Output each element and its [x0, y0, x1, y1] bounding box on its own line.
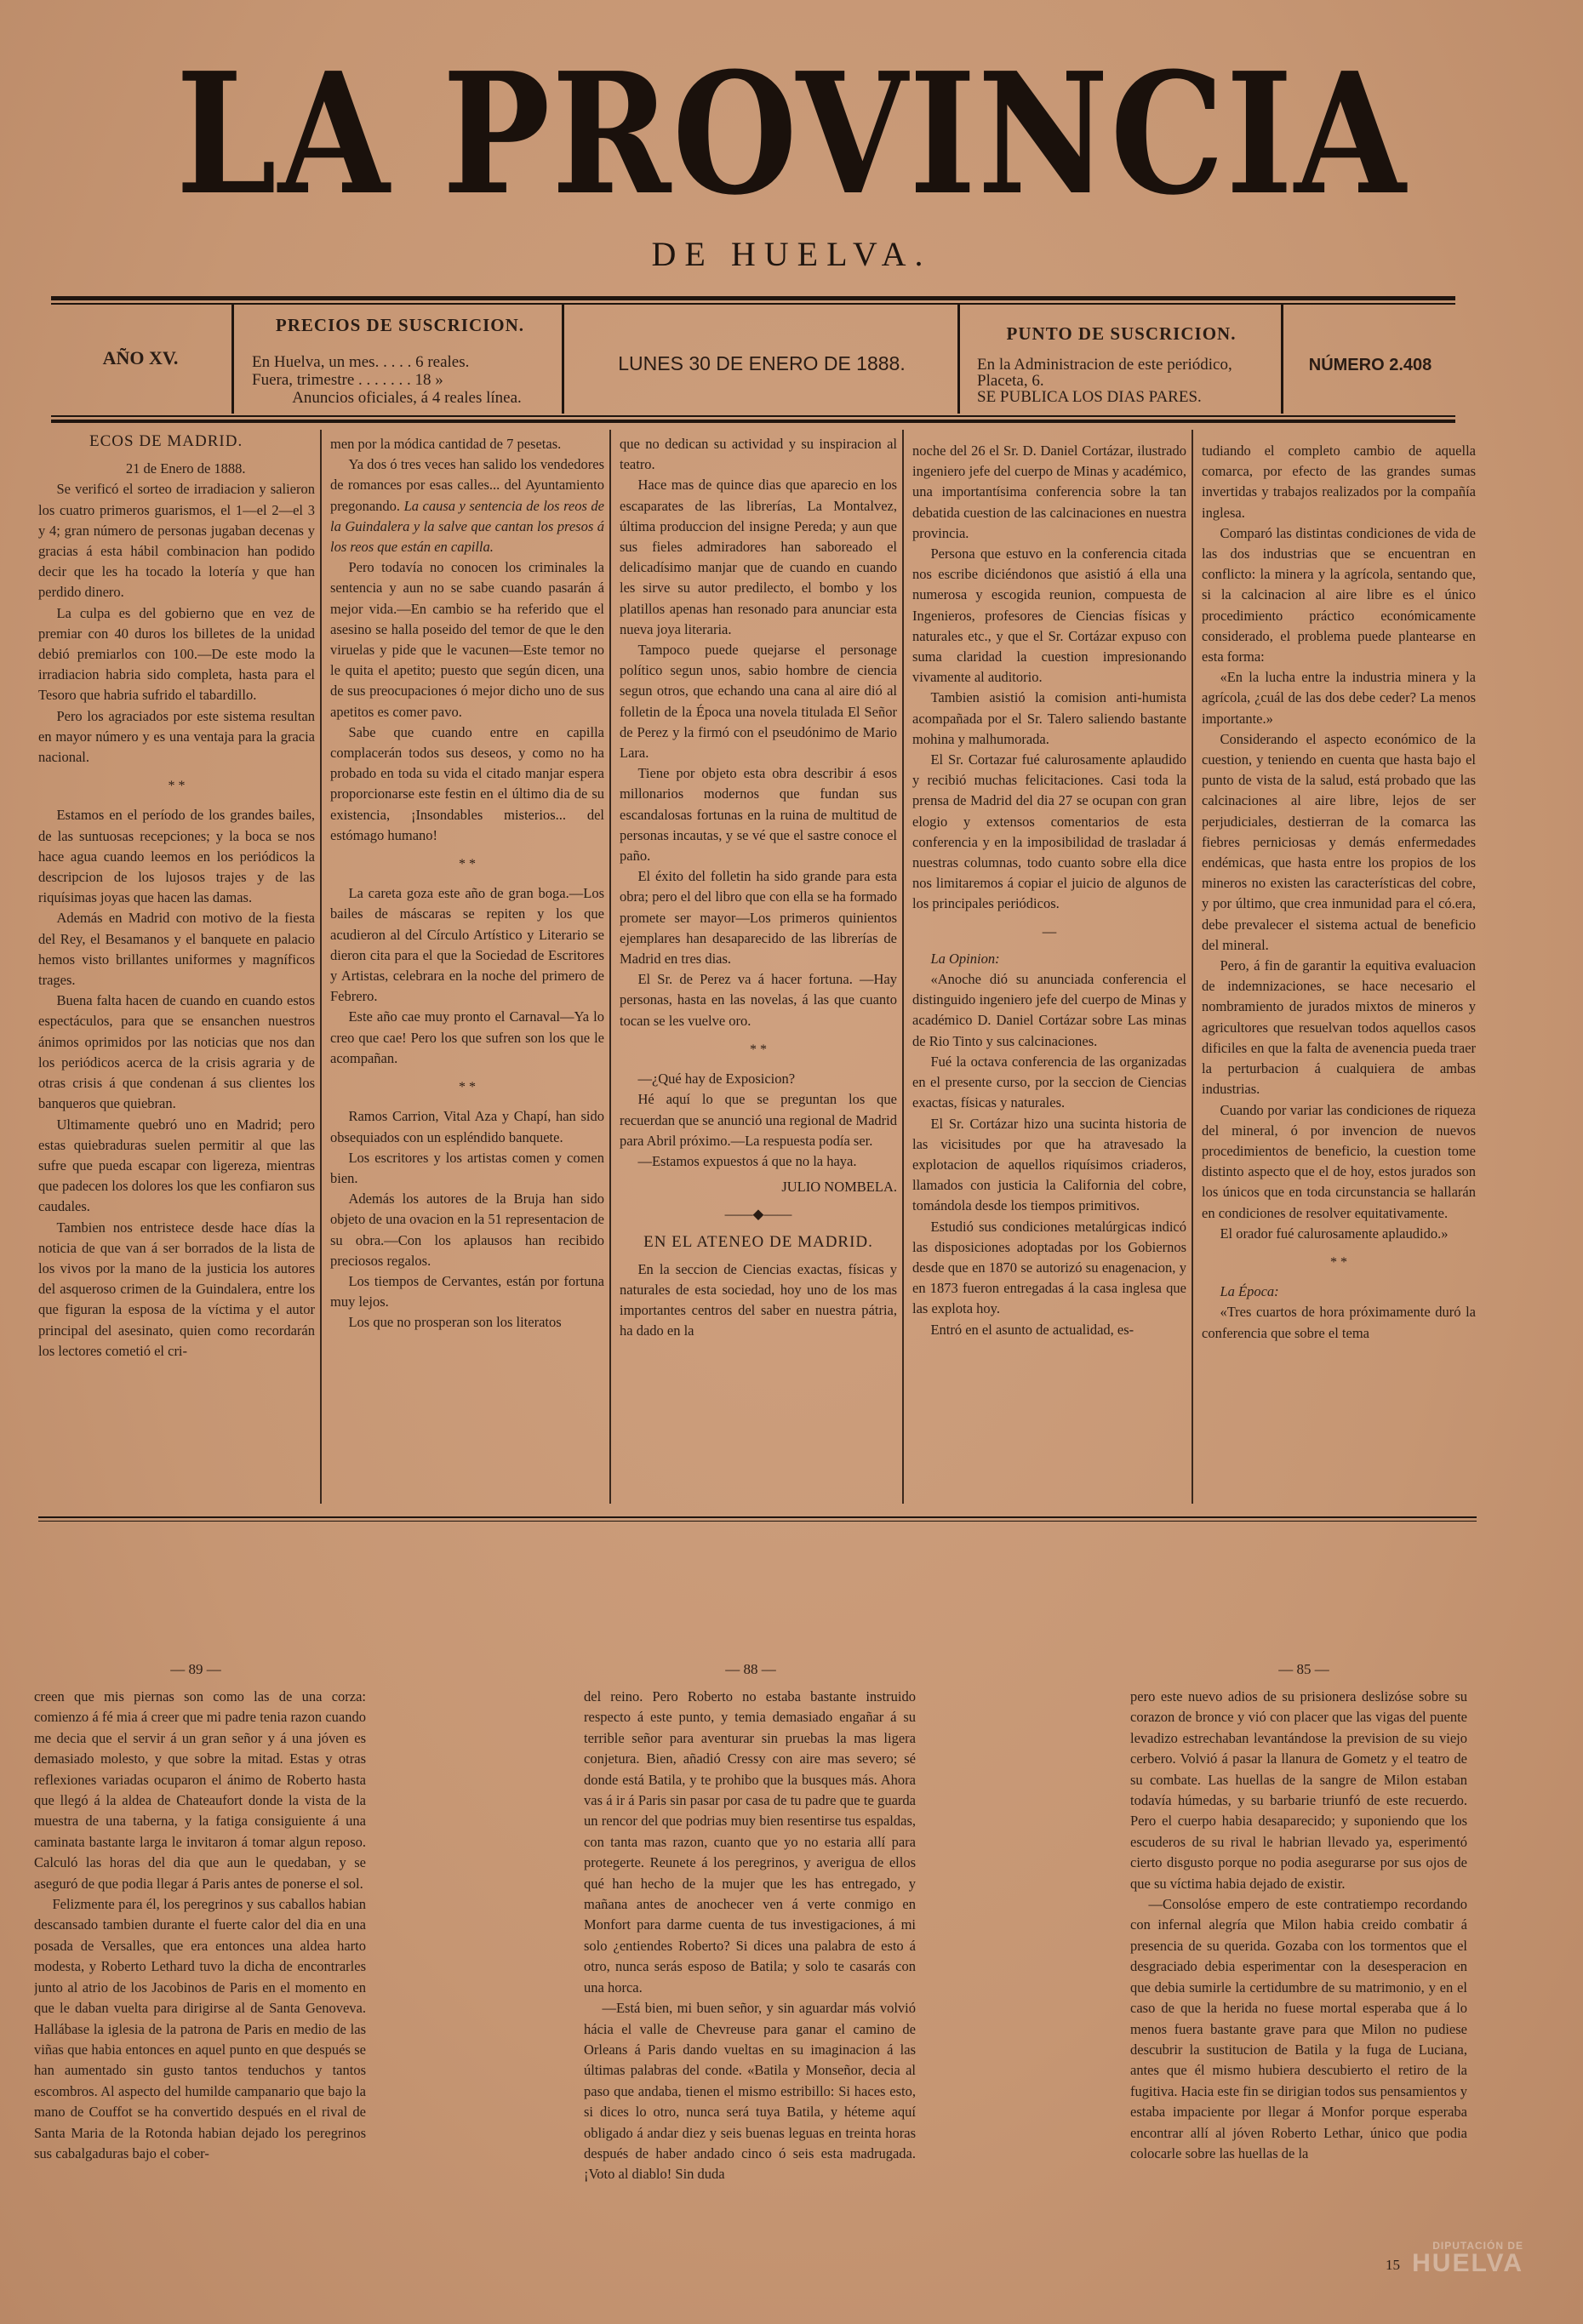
folletin-paragraph: Felizmente para él, los peregrinos y sus caballos habian descansado tambien durante el fuerte calor del dia en una posada de Versalles, que era entonces una aldea harto modesta, y Roberto Lethard tuvo la dicha de encontrarles junto al atrio de los Jacobinos de Paris en el momento en que le daban vuelta para dirigirse al de Santa Genoveva. Hallábase la iglesia de la patrona de Paris en medio de las viñas que habia entonces en aquel punto en que después se han aumentado sin gusto tantos tenduchos y tantos escombros. Al aspecto del humilde campanario que bajo la mano de Couffot se ha convertido después en el rival de Santa Maria de la Rotonda habian dejado los peregrinos sus cabalgaduras bajo el cober-	[34, 1896, 366, 2161]
column-3	[620, 434, 897, 1504]
paragraph: Los que no prosperan son los literatos	[348, 1314, 562, 1331]
paragraph: Se verificó el sorteo de irradiacion y salieron los cuatro primeros guarismos, el 1—el 2—el 3 y 4; gran número de personas jugaban decenas y gracias á esta hábil combinacion han podido decir que les ha tocado la lotería y que han perdido dinero.	[38, 481, 315, 601]
watermark-bottom: HUELVA	[1412, 2249, 1523, 2277]
paragraph: El Sr. de Perez va á hacer fortuna. —Hay personas, hasta en las novelas, á las que cuanto tocan se les vuelve oro.	[620, 971, 897, 1029]
paragraph: tudiando el completo cambio de aquella comarca, por efecto de las grandes sumas invertidas y trabajos realizados por la compañía inglesa.	[1202, 443, 1476, 521]
paragraph: —¿Qué hay de Exposicion?	[637, 1071, 796, 1088]
paragraph: Tampoco puede quejarse el personage político segun unos, sabio hombre de ciencia segun otros, que echando una cana al aire dió al folletin de la Época una novela titulada El Señor de Perez y la firmó con el pseudónimo de Mario Lara.	[620, 642, 897, 762]
paragraph: Tambien nos entristece desde hace días la noticia de que van á ser borrados de la lista de los vivos por la mano de la justicia los autores del asqueroso crimen de la Guindalera, entre los que figuran la esposa de la víctima y el autor principal del asesinato, quien como recordarán los lectores cometió el cri-	[38, 1219, 315, 1359]
folletin-paragraph: —Consolóse empero de este contratiempo recordando con infernal alegría que Milon habia creido combatir á presencia de su querida. Gozaba con los tormentos que el desgraciado debia esperimentar con la desesperacion en que debia sumirle la certidumbre de su matrimonio, y en el caso de que la herida no fuese mortal esperaba que á lo menos fuera bastante grave para que Milon no pudiese descubrir la sustitucion de Batila y la fuga de Luciana, antes que él mismo hubiera descubierto el retiro de la fugitiva. Hacia este fin se dirigian todos sus pensamientos y estaba impaciente por llegar á Monfor porque esperaba encontrar allí al jóven Roberto Lethar, único que podia colocarle sobre las huellas de la	[1130, 1896, 1467, 2161]
paragraph: Considerando el aspecto económico de la cuestion, y teniendo en cuenta que hasta bajo el punto de vista de la salud, está probado que las calcinaciones al aire libre, lejos de ser perjudiciales, destierran de la comarca las fiebres perniciosas y demás enfermedades endémicas, que hasta entre los propios de los mineros no existen las características del cobre, y por último, que crea inmunidad para el có.era, debe prevalecer el sistema actual de beneficio del mineral.	[1202, 730, 1476, 953]
price-line-1: En Huelva, un mes. . . . . 6 reales.	[252, 353, 470, 371]
paragraph: Además en Madrid con motivo de la fiesta del Rey, el Besamanos y el banquete en palacio hemos visto brillantes uniformes y magníficos trages.	[38, 910, 315, 989]
column-4	[912, 441, 1186, 1504]
folletin-paragraph: creen que mis piernas son como las de una corza: comienzo á fé mia á creer que mi padre tenia razon cuando me decia que el servir á un gran señor y á una jóven es demasiado molesto, y que sobre la mitad. Estas y otras reflexiones variadas ocuparon el ánimo de Roberto hasta que llegó á la aldea de Chateaufort donde la vista de la muestra de una taberna, y la fatiga consiguiente á una caminata bastante larga le invitaron á tomar algun reposo. Calculó las horas del dia que aun le quedaban, y se aseguró de que podia llegar á Paris antes de ponerse el sol.	[34, 1688, 366, 1892]
folletin-column-middle	[584, 1687, 916, 2257]
folletin-corner-number: 15	[1386, 2257, 1400, 2273]
issue-date: LUNES 30 DE ENERO DE 1888.	[618, 352, 906, 374]
folletin-page-number-left: — 89 —	[170, 1661, 221, 1677]
paragraph: Entró en el asunto de actualidad, es-	[930, 1321, 1134, 1338]
paragraph: Sabe que cuando entre en capilla complacerán todos sus deseos, y como no ha probado en toda su vida el citado manjar espera proporcionarse este festin en el último dia de su existencia, ¡Insondables misterios... del estómago humano!	[330, 723, 604, 843]
info-bar	[51, 305, 1455, 415]
column-2	[330, 434, 604, 1504]
paragraph: Cuando por variar las condiciones de riqueza del mineral, ó por invencion de nuevos procedimientos de beneficio, la cuestion tome distinto aspecto que el de hoy, estos jurados son los únicos que en toda circunstancia se hallarán en condiciones de resolver equitativamente.	[1202, 1101, 1476, 1221]
header-bottom-rule	[51, 415, 1455, 417]
paragraph: La careta goza este año de gran boga.—Los bailes de máscaras se repiten y los que acudieron al del Círculo Artístico y Literario se dieron cita para el que la Sociedad de Escritores y Artistas, celebrara en la noche del primero de Febrero.	[330, 885, 604, 1005]
paragraph: Hé aquí lo que se preguntan los que recuerdan que se anunció una regional de Madrid para Abril próximo.—La respuesta podía ser.	[620, 1091, 897, 1149]
paragraph	[330, 454, 604, 557]
column-1	[38, 430, 315, 1504]
paragraph: Persona que estuvo en la conferencia citada nos escribe diciéndonos que asistió á ella una numerosa y escogida reunion, compuesta de Ingenieros, profesores de Ciencias físicas y naturales etc., y que el Sr. Cortázar expuso con suma claridad la cuestion impresionando vivamente al auditorio.	[912, 545, 1186, 686]
year-label: AÑO XV.	[102, 347, 179, 368]
archive-watermark	[1404, 2241, 1523, 2292]
folletin-divider	[38, 1516, 1477, 1518]
folletin-column-right	[1130, 1687, 1467, 2257]
paragraph-text: Ya dos ó tres veces han salido los vendedores de romances por esas calles... del Ayuntamiento pregonando.	[330, 456, 604, 514]
asterism: * *	[459, 1080, 476, 1095]
paragraph: Estamos en el período de los grandes bailes, de las suntuosas recepciones; y la boca se nos hace agua cuando leemos en los periódicos la descripcion de los lujosos trajes y de las riquísimas joyas que hacen las damas.	[38, 807, 315, 906]
source-label: La Opinion:	[930, 950, 1000, 967]
subscription-title: PRECIOS DE SUSCRICION.	[275, 315, 525, 335]
folletin-page-number-right: — 85 —	[1278, 1661, 1329, 1677]
paragraph: Comparó las distintas condiciones de vida de las dos industrias que se encuentran en conflicto: la minera y la agrícola, sentando que, si la calcinacion al aire libre es el único procedimiento práctico económicamente considerado, el problema puede plantearse en esta forma:	[1202, 524, 1476, 665]
point-line-2: Placeta, 6.	[977, 372, 1044, 390]
info-year-cell	[51, 305, 230, 415]
masthead-subtitle: DE HUELVA.	[651, 235, 932, 273]
header-bottom-thick-rule	[51, 420, 1455, 423]
top-double-rule	[51, 296, 1455, 300]
asterism: * *	[168, 779, 186, 794]
price-line-2: Fuera, trimestre . . . . . . . 18 »	[252, 371, 443, 389]
paragraph: Ramos Carrion, Vital Aza y Chapí, han sido obsequiados con un espléndido banquete.	[330, 1108, 604, 1145]
point-line-3: SE PUBLICA LOS DIAS PARES.	[977, 388, 1202, 406]
info-date-cell	[566, 305, 957, 415]
paragraph: Los escritores y los artistas comen y comen bien.	[330, 1149, 604, 1186]
paragraph: Tambien asistió la comision anti-humista acompañada por el Sr. Talero saliendo bastante mohina y malhumorada.	[912, 689, 1186, 747]
paragraph: —Estamos expuestos á que no la haya.	[637, 1152, 857, 1169]
folletin-paragraph: pero este nuevo adios de su prisionera deslizóse sobre su corazon de bronce y vió con placer que las vigas del puente levadizo estrechaban levantándose la prevision de su viejo cerbero. Volvió á pasar la llanura de Gometz y el teatro de su combate. Las huellas de la sangre de Milon estaban todavía húmedas, y su barbarie triunfó de este recuerdo. Pero el cuerpo habia desaparecido; y suponiendo que los escuderos de su rival le habrian llevado ya, esperimentó cierto disgusto porque no podia asegurarse por sus ojos de que su víctima habia dejado de existir.	[1130, 1688, 1467, 1892]
column-separator	[902, 430, 904, 1504]
paragraph: Ultimamente quebró uno en Madrid; pero estas quiebraduras suelen permitir al que las sufre que pueda escapar con ligereza, mientras que padecen los dolores los que les confiaron sus caudales.	[38, 1116, 315, 1215]
issue-number: NÚMERO 2.408	[1308, 356, 1432, 374]
info-number-cell	[1285, 305, 1455, 415]
price-line-3: Anuncios oficiales, á 4 reales línea.	[292, 389, 522, 407]
folletin-paragraph: —Está bien, mi buen señor, y sin aguardar más volvió hácia el valle de Chevreuse para ganar el camino de Orleans á Paris dando vueltas en su imaginacion á las últimas palabras del conde. «Batila y Monseñor, decia al paso que andaba, tienen el mismo estribillo: Si haces esto, si dices lo otro, nunca será tuya Batila, y héteme aquí obligado á andar diez y seis buenas leguas en treinta horas después de haber andado cinco ó seis esta madrugada. ¡Voto al diablo! Sin duda	[584, 2000, 916, 2183]
paragraph: El Sr. Cortázar hizo una sucinta historia de las vicisitudes por que ha atravesado la explotacion de aquellos riquísimos criaderos, llamados con justicia la California del cobre, tomándola desde los tiempos primitivos.	[912, 1115, 1186, 1214]
paragraph: «Tres cuartos de hora próximamente duró la conferencia que sobre el tema	[1202, 1304, 1476, 1341]
paragraph: El orador fué calurosamente aplaudido.»	[1220, 1225, 1449, 1242]
watermark-top: DIPUTACIÓN DE	[1432, 2240, 1523, 2252]
info-subscription-cell	[238, 305, 562, 415]
paragraph: Pero los agraciados por este sistema resultan en mayor número y es una ventaja para la gracia nacional.	[38, 707, 315, 766]
column-separator	[320, 430, 322, 1504]
masthead-title: LA PROVINCIA	[175, 37, 1408, 232]
column-separator	[609, 430, 611, 1504]
paragraph: Pero, á fin de garantir la equitiva evaluacion de indemnizaciones, se hace necesario el nombramiento de jurados mixtos de mineros y agricultores que resuelvan todos aquellos casos dificiles en que la falta de avenencia pueda traer la perturbacion á cualquiera de ambas industrias.	[1202, 957, 1476, 1098]
folletin-divider-thin	[38, 1521, 1477, 1522]
asterism: * *	[459, 857, 476, 872]
column-separator	[1192, 430, 1193, 1504]
paragraph: En la seccion de Ciencias exactas, físicas y naturales de esta sociedad, hoy uno de los mas importantes centros del saber en nuestra pátria, ha dado en la	[620, 1260, 897, 1339]
short-rule: —	[1042, 922, 1057, 939]
paragraph: Pero todavía no conocen los criminales la sentencia y aun no se sabe cuando pasarán á mejor vida.—En cambio se ha referido que el asesino se halla poseido del temor de que le den viruelas y pide que le vacunen—Este temor no le quita el apetito; puesto que según dicen, una de sus preocupaciones ó mejor dicho uno de sus apetitos es comer pavo.	[330, 559, 604, 720]
ornament-divider: ——◆——	[724, 1206, 792, 1223]
paragraph: Tiene por objeto esta obra describir á esos millonarios modernos que fundan sus escandalosas fortunas en la ruina de multitud de personas incautas, y se vé que el sastre conoce el paño.	[620, 765, 897, 865]
paragraph: Hace mas de quince dias que aparecio en los escaparates de las librerías, La Montalvez, última produccion del insigne Pereda; y aun que sus fieles admiradores han saboreado el delicadísimo manjar que de cuando en cuando les sirve su autor predilecto, el bombo y los platillos apenas han resonado para anunciar esta nueva joya literaria.	[620, 477, 897, 637]
paragraph: El Sr. Cortazar fué calurosamente aplaudido y recibió muchas felicitaciones. Casi toda la prensa de Madrid del dia 27 se ocupan con gran elogio y extensos comentarios de esta conferencia y en la imposibilidad de trasladar á nuestras columnas, todo cuanto sobre ella dice nos limitaremos á copiar el juicio de algunos de los principales periódicos.	[912, 751, 1186, 912]
folletin-paragraph: del reino. Pero Roberto no estaba bastante instruido respecto á este punto, y temia demasiado engañar á su terrible señor para aventurar sin pruebas la mas ligera conjetura. Bien, añadió Cressy con aire mas severo; sé donde está Batila, y te prohibo que la busques más. Ahora vas á ir á Paris sin pasar por casa de tu padre que te guarda un rencor del que podrias muy bien resentirse tus espaldas, con tanta mas razon, cuanto que yo no estaria allí para protegerte. Reunete á los peregrinos, y averigua de ellos qué han hecho de la mujer que les has entregado, y mañana antes de anochecer ven á verte conmigo en Monfort para darme cuenta de tus investigaciones, á mi solo ¿entiendes Roberto? Si dices una palabra de esto á otro, nunca serás esposo de Batila; y solo te casarás con una horca.	[584, 1688, 916, 1996]
signature: JULIO NOMBELA.	[781, 1179, 897, 1196]
point-line-1: En la Administracion de este periódico,	[977, 356, 1232, 374]
paragraph: Este año cae muy pronto el Carnaval—Ya lo creo que cae! Pero los que sufren son los que le acompañan.	[330, 1008, 604, 1066]
asterism: * *	[750, 1042, 767, 1057]
asterism: * *	[1330, 1254, 1347, 1270]
paragraph-italic: La causa y sentencia de los reos de la Guindalera y la salve que cantan los presos á los reos que están en capilla.	[330, 497, 604, 556]
paragraph	[1202, 1282, 1476, 1302]
paragraph: men por la módica cantidad de 7 pesetas.	[330, 436, 562, 452]
paragraph: Los tiempos de Cervantes, están por fortuna muy lejos.	[330, 1272, 604, 1310]
info-point-cell	[962, 305, 1281, 415]
column-5	[1202, 441, 1476, 1504]
paragraph: Además los autores de la Bruja han sido objeto de una ovacion en la 51 representacion de su obra.—Con los aplausos han recibido preciosos regalos.	[330, 1191, 604, 1269]
point-title: PUNTO DE SUSCRICION.	[1006, 323, 1237, 344]
paragraph: que no dedican su actividad y su inspiracion al teatro.	[620, 436, 897, 473]
paragraph: noche del 26 el Sr. D. Daniel Cortázar, ilustrado ingeniero jefe del cuerpo de Minas y académico, una importantísima conferencia sobre la tan debatida cuestion de las calcinaciones en nuestra provincia.	[912, 443, 1186, 541]
article-heading-ateneo: EN EL ATENEO DE MADRID.	[643, 1232, 873, 1251]
paragraph: Fué la octava conferencia de las organizadas en el presente curso, por la seccion de Ciencias exactas, físicas y naturales.	[912, 1053, 1186, 1111]
source-label: La Época:	[1220, 1283, 1279, 1300]
paragraph: Buena falta hacen de cuando en cuando estos espectáculos, para que se ensanchen nuestros ánimos oprimidos por las noticias que nos dan los periódicos acerca de la crisis agraria y de otras crisis á que condenan á sus clientes los banqueros que quiebran.	[38, 992, 315, 1112]
folletin-column-left	[34, 1687, 366, 2257]
paragraph: El éxito del folletin ha sido grande para esta obra; pero el del libro que con ella se ha formado promete ser mayor—Los primeros quinientos ejemplares han desaparecido de las librerías de Madrid en tres dias.	[620, 868, 897, 968]
article-dateline: 21 de Enero de 1888.	[125, 460, 246, 477]
paragraph: La culpa es del gobierno que en vez de premiar con 40 duros los billetes de la unidad debió premiarlos con 100.—De este modo la irradiacion habria sido completa, hasta para el Tesoro que habria sufrido el tabardillo.	[38, 604, 315, 704]
paragraph: «Anoche dió su anunciada conferencia el distinguido ingeniero jefe del cuerpo de Minas y académico D. Daniel Cortázar sobre Las minas de Rio Tinto y sus calcinaciones.	[912, 971, 1186, 1049]
paragraph: «En la lucha entre la industria minera y la agrícola, ¿cuál de las dos debe ceder? La menos importante.»	[1202, 669, 1476, 727]
paragraph: Estudió sus condiciones metalúrgicas indicó las disposiciones adoptadas por los Gobiernos desde que en 1870 se autorizó su enagenacion, y en 1873 fueron entregadas á la casa inglesa que las explota hoy.	[912, 1218, 1186, 1317]
folletin-page-number-middle: — 88 —	[725, 1661, 776, 1677]
paragraph	[912, 949, 1186, 969]
article-heading-ecos: ECOS DE MADRID.	[89, 432, 243, 450]
